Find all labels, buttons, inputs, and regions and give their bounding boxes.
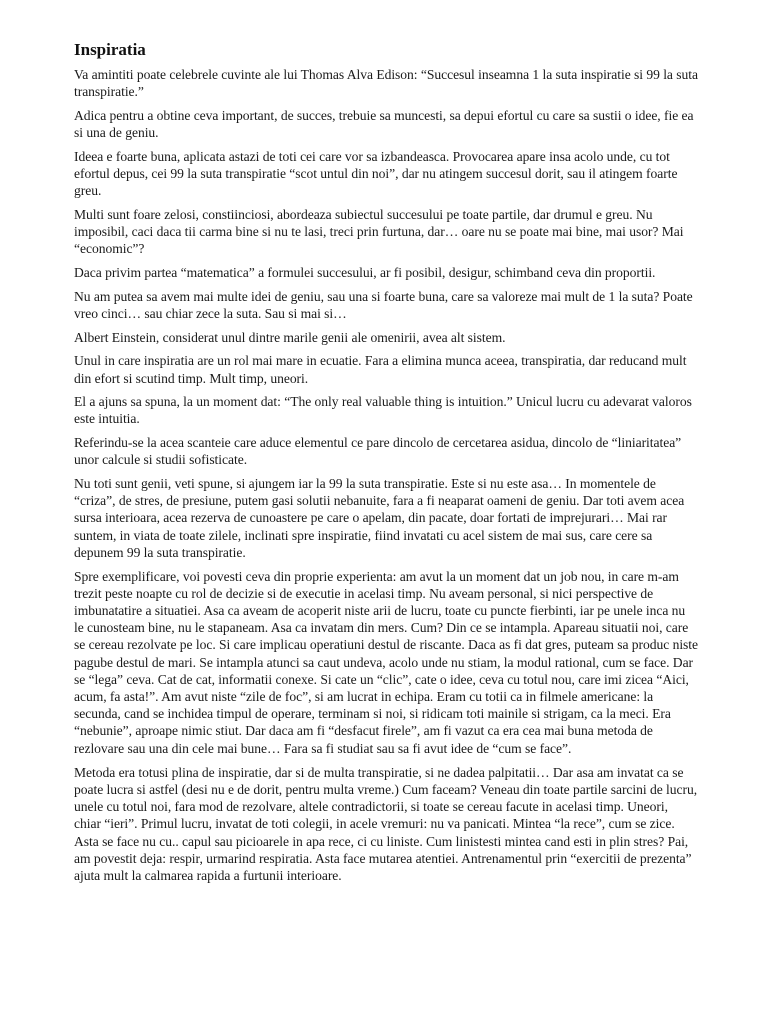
paragraph-edison-quote: Va amintiti poate celebrele cuvinte ale lui Thomas Alva Edison: “Succesul inseamna 1 la suta inspiratie si 99 la suta transpiratie.” bbox=[74, 67, 698, 100]
paragraph-challenge: Ideea e foarte buna, aplicata astazi de toti cei care vor sa izbandeasca. Provocarea apare insa acolo unde, cu tot efortul depus, cei 99 la suta transpiratie “scot untul din noi”, dar nu atingem succesul dorit, sau il atingem foarte greu. bbox=[74, 148, 678, 199]
paragraph-spark: Referindu-se la acea scanteie care aduce elementul ce pare dincolo de cercetarea asidua, dincolo de “liniaritatea” unor calcule si studii sofisticate. bbox=[74, 435, 682, 468]
paragraph-personal-story: Spre exemplificare, voi povesti ceva din proprie experienta: am avut la un moment dat un job nou, in care m-am trezit peste noapte cu rol de decizie si de executie in acelasi timp. Nu aveam personal, si nici perspective de imbunatatire a situatiei. Asa ca aveam de acoperit niste arii de lucru, toate cu puncte fierbinti, iar pe unele inca nu le cunosteam bine, nu le stapaneam. Asa ca invatam din mers. Cum? Din ce se intampla. Apareau situatii noi, care se cereau rezolvate pe loc. Si care implicau operatiuni destul de riscante. Daca as fi dat gres, puteam sa produc niste pagube destul de mari. Se intampla atunci sa caut undeva, acolo unde nu stiam, la modul rational, cum se face. Dar se “lega” ceva. Cat de cat, informatii conexe. Si cate un “clic”, cate o idee, ceva cu totul nou, care imi zicea “Aici, acum, fa asta!”. Am avut niste “zile de foc”, si am lucrat in echipa. Eram cu totii ca in filmele americane: la secunda, cand se inchidea timpul de operare, terminam si noi, si ridicam toti mainile si strigam, ca la meci. Era “nebunie”, aproape nimic stiut. Dar daca am fi “desfacut firele”, am fi vazut ca era cea mai buna metoda de rezlovare sau una din cele mai bune… Fara sa fi studiat sau sa fi avut idee de “cum se face”. bbox=[74, 568, 699, 756]
paragraph-method: Metoda era totusi plina de inspiratie, dar si de multa transpiratie, si ne dadea palpitatii… Dar asa am invatat ca se poate lucra si astfel (desi nu e de dorit, pentru multa vreme.) Cum faceam? Veneau din toate partile sarcini de lucru, unele cu totul noi, fara mod de rezolvare, altele contradictorii, si toate se cereau facute in acelasi timp. Uneori, chiar “ieri”. Primul lucru, invatat de toti colegii, in acele vremuri: nu va panicati. Mintea “la rece”, cum se zice. Asta se face nu cu.. capul sau picioarele in apa rece, ci cu liniste. Cum linistesti mintea cand esti in plin stres? Pai, am povestit deja: respir, urmarind respiratia. Asta face mutarea atentiei. Antrenamentul prin “exercitii de prezenta” ajuta mult la calmarea rapida a furtunii interioare. bbox=[74, 764, 698, 884]
paragraph-intuition-quote: El a ajuns sa spuna, la un moment dat: “The only real valuable thing is intuition.” Unicul lucru cu adevarat valoros este intuitia. bbox=[74, 394, 692, 427]
paragraph-mathematics: Daca privim partea “matematica” a formulei succesului, ar fi posibil, desigur, schimband ceva din proportii. bbox=[74, 265, 656, 281]
paragraph-einstein: Albert Einstein, considerat unul dintre marile genii ale omenirii, avea alt sistem. bbox=[74, 329, 506, 345]
paragraph-more-ideas: Nu am putea sa avem mai multe idei de geniu, sau una si foarte buna, care sa valoreze mai mult de 1 la suta? Poate vreo cinci… sau chiar zece la suta. Sau si mai si… bbox=[74, 288, 693, 321]
paragraph-zealous: Multi sunt foare zelosi, constiinciosi, abordeaza subiectul succesului pe toate partile, dar drumul e greu. Nu imposibil, caci daca tii carma bine si nu te lasi, treci prin furtuna, dar… oare nu se poate mai bine, mai usor? Mai “economic”? bbox=[74, 206, 684, 257]
paragraph-effort: Adica pentru a obtine ceva important, de succes, trebuie sa muncesti, sa depui efortul cu care sa sustii o idee, fie ea si una de geniu. bbox=[74, 107, 694, 141]
document-title: Inspiratia bbox=[74, 40, 146, 59]
paragraph-inspiration-role: Unul in care inspiratia are un rol mai mare in ecuatie. Fara a elimina munca aceea, transpiratia, dar reducand mult din efort si scutind timp. Mult timp, uneori. bbox=[74, 353, 687, 386]
document-page bbox=[74, 40, 698, 891]
paragraph-not-all-genius: Nu toti sunt genii, veti spune, si ajungem iar la 99 la suta transpiratie. Este si nu este asa… In momentele de “criza”, de stres, de presiune, putem gasi solutii nebanuite, fara a fi neaparat oameni de geniu. Dar toti avem acea sursa interioara, acea rezerva de cunoastere pe care o apelam, din pacate, doar fortati de imprejurari… Mai rar suntem, in viata de toate zilele, inclinati spre inspiratie, fiind invatati cu acel sistem de mai sus, care cere sa depunem 99 la suta transpiratie. bbox=[74, 476, 685, 560]
